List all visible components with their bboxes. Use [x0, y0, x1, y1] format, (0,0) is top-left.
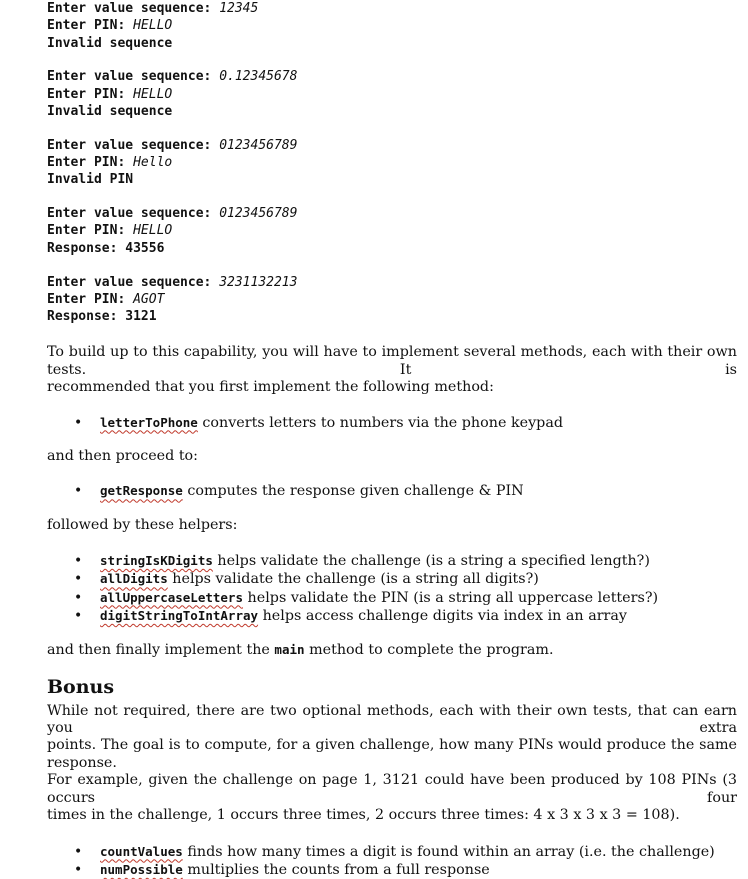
- finally-after: method to complete the program.: [304, 642, 554, 659]
- method-name: allUppercaseLetters: [100, 589, 243, 605]
- method-name: countValues: [100, 843, 183, 859]
- list-item: [47, 861, 737, 879]
- first-method-list: [47, 414, 737, 432]
- method-name: letterToPhone: [100, 414, 198, 430]
- method-desc: computes the response given challenge & PIN: [182, 483, 524, 500]
- method-desc: converts letters to numbers via the phone keypad: [197, 414, 563, 431]
- seq-prompt: Enter value sequence:: [47, 1, 220, 16]
- method-desc: multiplies the counts from a full response: [182, 861, 490, 878]
- method-name: stringIsKDigits: [100, 553, 213, 569]
- method-desc: helps validate the challenge (is a string all digits?): [167, 571, 539, 588]
- seq-prompt: Enter value sequence:: [47, 137, 220, 153]
- helpers-text: followed by these helpers:: [47, 516, 238, 533]
- method-name: numPossible: [100, 861, 183, 877]
- list-item: [47, 570, 737, 588]
- pin-input: AGOT: [133, 291, 165, 307]
- intro-line-1: To build up to this capability, you will have to implement several methods, each with their own tests. It is: [47, 344, 737, 378]
- example-block-2: [47, 68, 737, 120]
- list-item: [47, 589, 737, 607]
- document-page: [47, 0, 737, 879]
- list-item: [47, 607, 737, 625]
- second-method-list: [47, 482, 737, 500]
- result-line: Invalid PIN: [47, 172, 134, 188]
- seq-prompt: Enter value sequence:: [47, 206, 220, 222]
- list-item: [47, 843, 737, 861]
- pin-input: HELLO: [133, 223, 173, 239]
- method-desc: helps access challenge digits via index in an array: [258, 607, 627, 624]
- pin-prompt: Enter PIN:: [47, 291, 134, 307]
- method-name: getResponse: [100, 483, 183, 499]
- seq-input: 0123456789: [219, 206, 298, 222]
- bonus-heading: Bonus: [47, 675, 115, 698]
- seq-input: 3231132213: [219, 274, 298, 290]
- bonus-methods-list: [47, 843, 737, 879]
- example-block-4: [47, 205, 737, 257]
- bonus-line-4: times in the challenge, 1 occurs three times, 2 occurs three times: 4 x 3 x 3 x 3 = 108).: [47, 807, 680, 824]
- helpers-list: [47, 552, 737, 625]
- pin-input: Hello: [133, 155, 173, 171]
- pin-input: HELLO: [133, 86, 173, 102]
- method-name: digitStringToIntArray: [100, 607, 259, 623]
- seq-input: 12345: [219, 1, 259, 16]
- result-line: Invalid sequence: [47, 103, 173, 119]
- seq-input: 0123456789: [219, 137, 298, 153]
- result-line: Response: 3121: [47, 309, 157, 325]
- method-name: allDigits: [100, 571, 168, 587]
- method-desc: helps validate the challenge (is a string a specified length?): [212, 553, 650, 570]
- bonus-line-3: For example, given the challenge on page 1, 3121 could have been produced by 108 PINs (3 occurs four: [47, 772, 737, 806]
- proceed-text: and then proceed to:: [47, 447, 198, 464]
- result-line: Invalid sequence: [47, 35, 173, 51]
- list-item: [47, 482, 737, 500]
- seq-prompt: Enter value sequence:: [47, 69, 220, 85]
- pin-input: HELLO: [133, 18, 173, 34]
- bonus-line-2: points. The goal is to compute, for a given challenge, how many PINs would produce the same response.: [47, 737, 737, 771]
- pin-prompt: Enter PIN:: [47, 86, 134, 102]
- pin-prompt: Enter PIN:: [47, 155, 134, 171]
- finally-text: [47, 641, 737, 659]
- method-desc: finds how many times a digit is found within an array (i.e. the challenge): [182, 843, 715, 860]
- method-desc: helps validate the PIN (is a string all uppercase letters?): [243, 589, 659, 606]
- example-block-3: [47, 137, 737, 189]
- main-method: main: [274, 642, 305, 658]
- example-block-1: [47, 0, 737, 52]
- seq-input: 0.12345678: [219, 69, 298, 85]
- pin-prompt: Enter PIN:: [47, 18, 134, 34]
- pin-prompt: Enter PIN:: [47, 223, 134, 239]
- result-line: Response: 43556: [47, 240, 165, 256]
- example-block-5: [47, 274, 737, 326]
- finally-before: and then finally implement the: [47, 642, 275, 659]
- intro-line-2: recommended that you first implement the following method:: [47, 379, 494, 396]
- list-item: [47, 552, 737, 570]
- list-item: [47, 414, 737, 432]
- seq-prompt: Enter value sequence:: [47, 274, 220, 290]
- bonus-line-1: While not required, there are two optional methods, each with their own tests, that can earn you extra: [47, 702, 737, 737]
- example-sessions: [47, 0, 737, 325]
